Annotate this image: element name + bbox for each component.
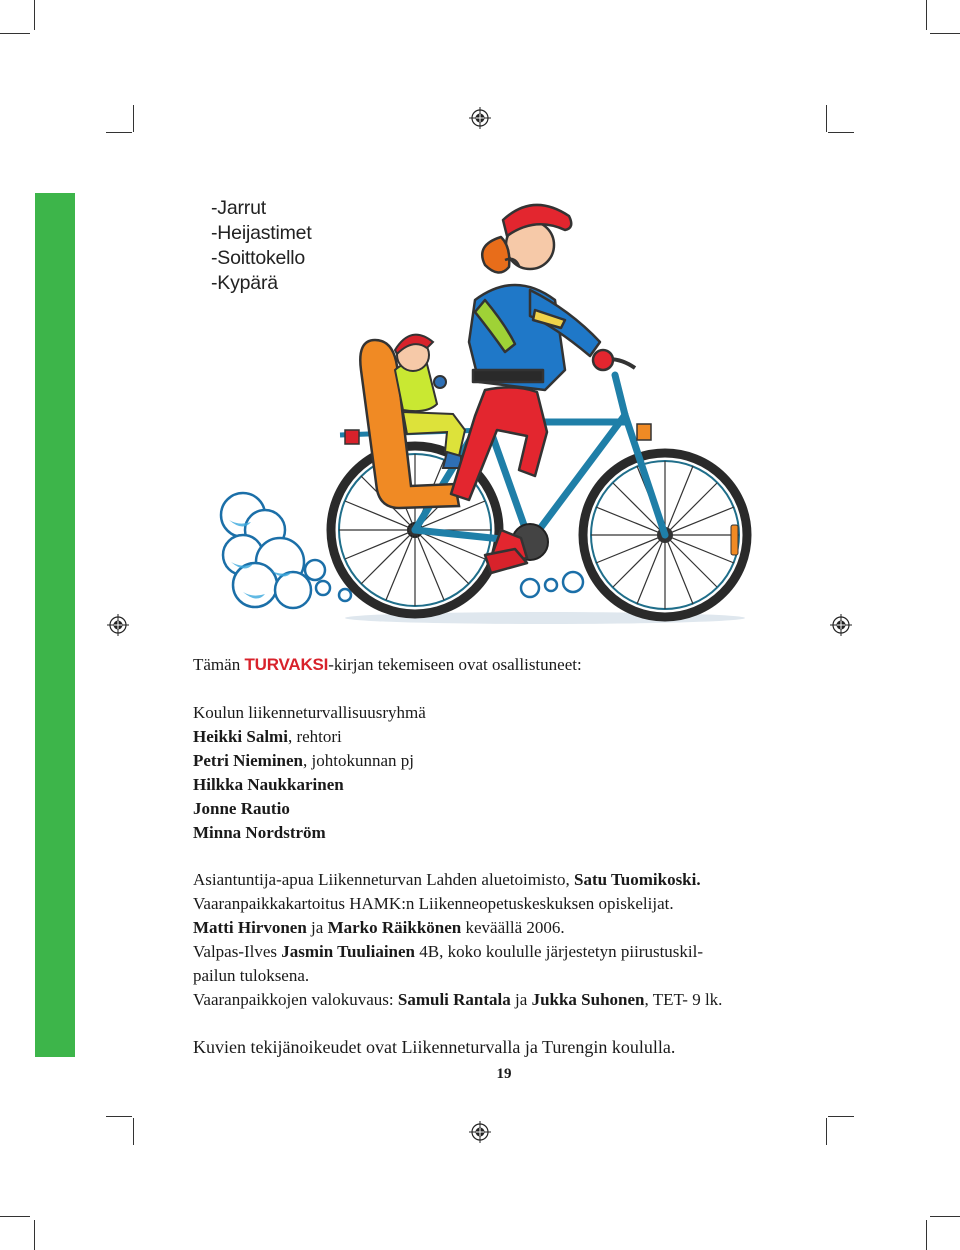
expert-line [193,868,722,892]
photo-and: ja [510,990,532,1009]
checklist-item: -Kypärä [211,272,278,294]
crop-mark [828,132,854,133]
registration-mark-icon [469,1121,491,1143]
member-name: Jonne Rautio [193,799,290,818]
crop-mark [106,132,132,133]
brand-name: TURVAKSI [244,655,329,674]
crop-mark [106,1116,132,1117]
member-line [193,725,426,749]
green-side-bar [35,193,75,1057]
expert-name: Satu Tuomikoski. [573,870,701,889]
valpas-prefix: Valpas-Ilves [193,942,282,961]
member-name: Minna Nordström [193,823,326,842]
valpas-line [193,940,722,964]
member-name: Petri Nieminen [193,751,303,770]
safety-group [193,701,426,845]
group-heading: Koulun liikenneturvallisuusryhmä [193,703,426,722]
member-role: , johtokunnan pj [303,751,414,770]
intro-line [193,653,582,677]
valpas-name: Jasmin Tuuliainen [281,942,415,961]
crop-mark [930,1216,960,1217]
checklist-item: -Soittokello [211,247,306,269]
photo-prefix: Vaaranpaikkojen valokuvaus: [193,990,398,1009]
checklist-item: -Jarrut [211,197,266,219]
expert-prefix: Asiantuntija-apua Liikenneturvan Lahden aluetoimisto, [193,870,574,889]
crop-mark [133,105,134,132]
mapping-line: Vaaranpaikkakartoitus HAMK:n Liikenneopetuskeskuksen opiskelijat. [193,894,674,913]
mapping-names-line [193,916,722,940]
registration-mark-icon [469,107,491,129]
crop-mark [930,33,960,34]
crop-mark [926,1220,927,1250]
photo-line [193,988,722,1012]
crop-mark [826,105,827,132]
registration-mark-icon [830,614,852,636]
valpas-suffix: 4B, koko koululle järjestetyn piirustuskil- [415,942,704,961]
mapping-and: ja [306,918,328,937]
checklist-item: -Heijastimet [211,222,312,244]
photo-name-1: Samuli Rantala [397,990,511,1009]
member-name: Heikki Salmi [193,727,288,746]
intro-suffix: -kirjan tekemiseen ovat osallistuneet: [328,655,582,674]
member-role: , rehtori [287,727,342,746]
page-number: 19 [496,1066,512,1082]
member-name: Hilkka Naukkarinen [193,775,344,794]
member-line [193,749,426,773]
photo-name-2: Jukka Suhonen [531,990,645,1009]
crop-mark [828,1116,854,1117]
registration-mark-icon [107,614,129,636]
photo-suffix: , TET- 9 lk. [644,990,723,1009]
intro-prefix: Tämän [193,655,245,674]
credits-block [193,868,722,1012]
mapping-name-2: Marko Räikkönen [327,918,462,937]
valpas-line-2: pailun tuloksena. [193,966,310,985]
mapping-suffix: keväällä 2006. [461,918,565,937]
crop-mark [34,1220,35,1250]
crop-mark [133,1118,134,1145]
crop-mark [826,1118,827,1145]
member-line [193,773,426,797]
crop-mark [926,0,927,30]
crop-mark [34,0,35,30]
mapping-name-1: Matti Hirvonen [193,918,307,937]
equipment-checklist [211,196,312,296]
crop-mark [0,33,30,34]
crop-mark [0,1216,30,1217]
member-line [193,797,426,821]
member-line [193,821,426,845]
copyright-line: Kuvien tekijänoikeudet ovat Liikenneturvalla ja Turengin koululla. [193,1037,676,1057]
